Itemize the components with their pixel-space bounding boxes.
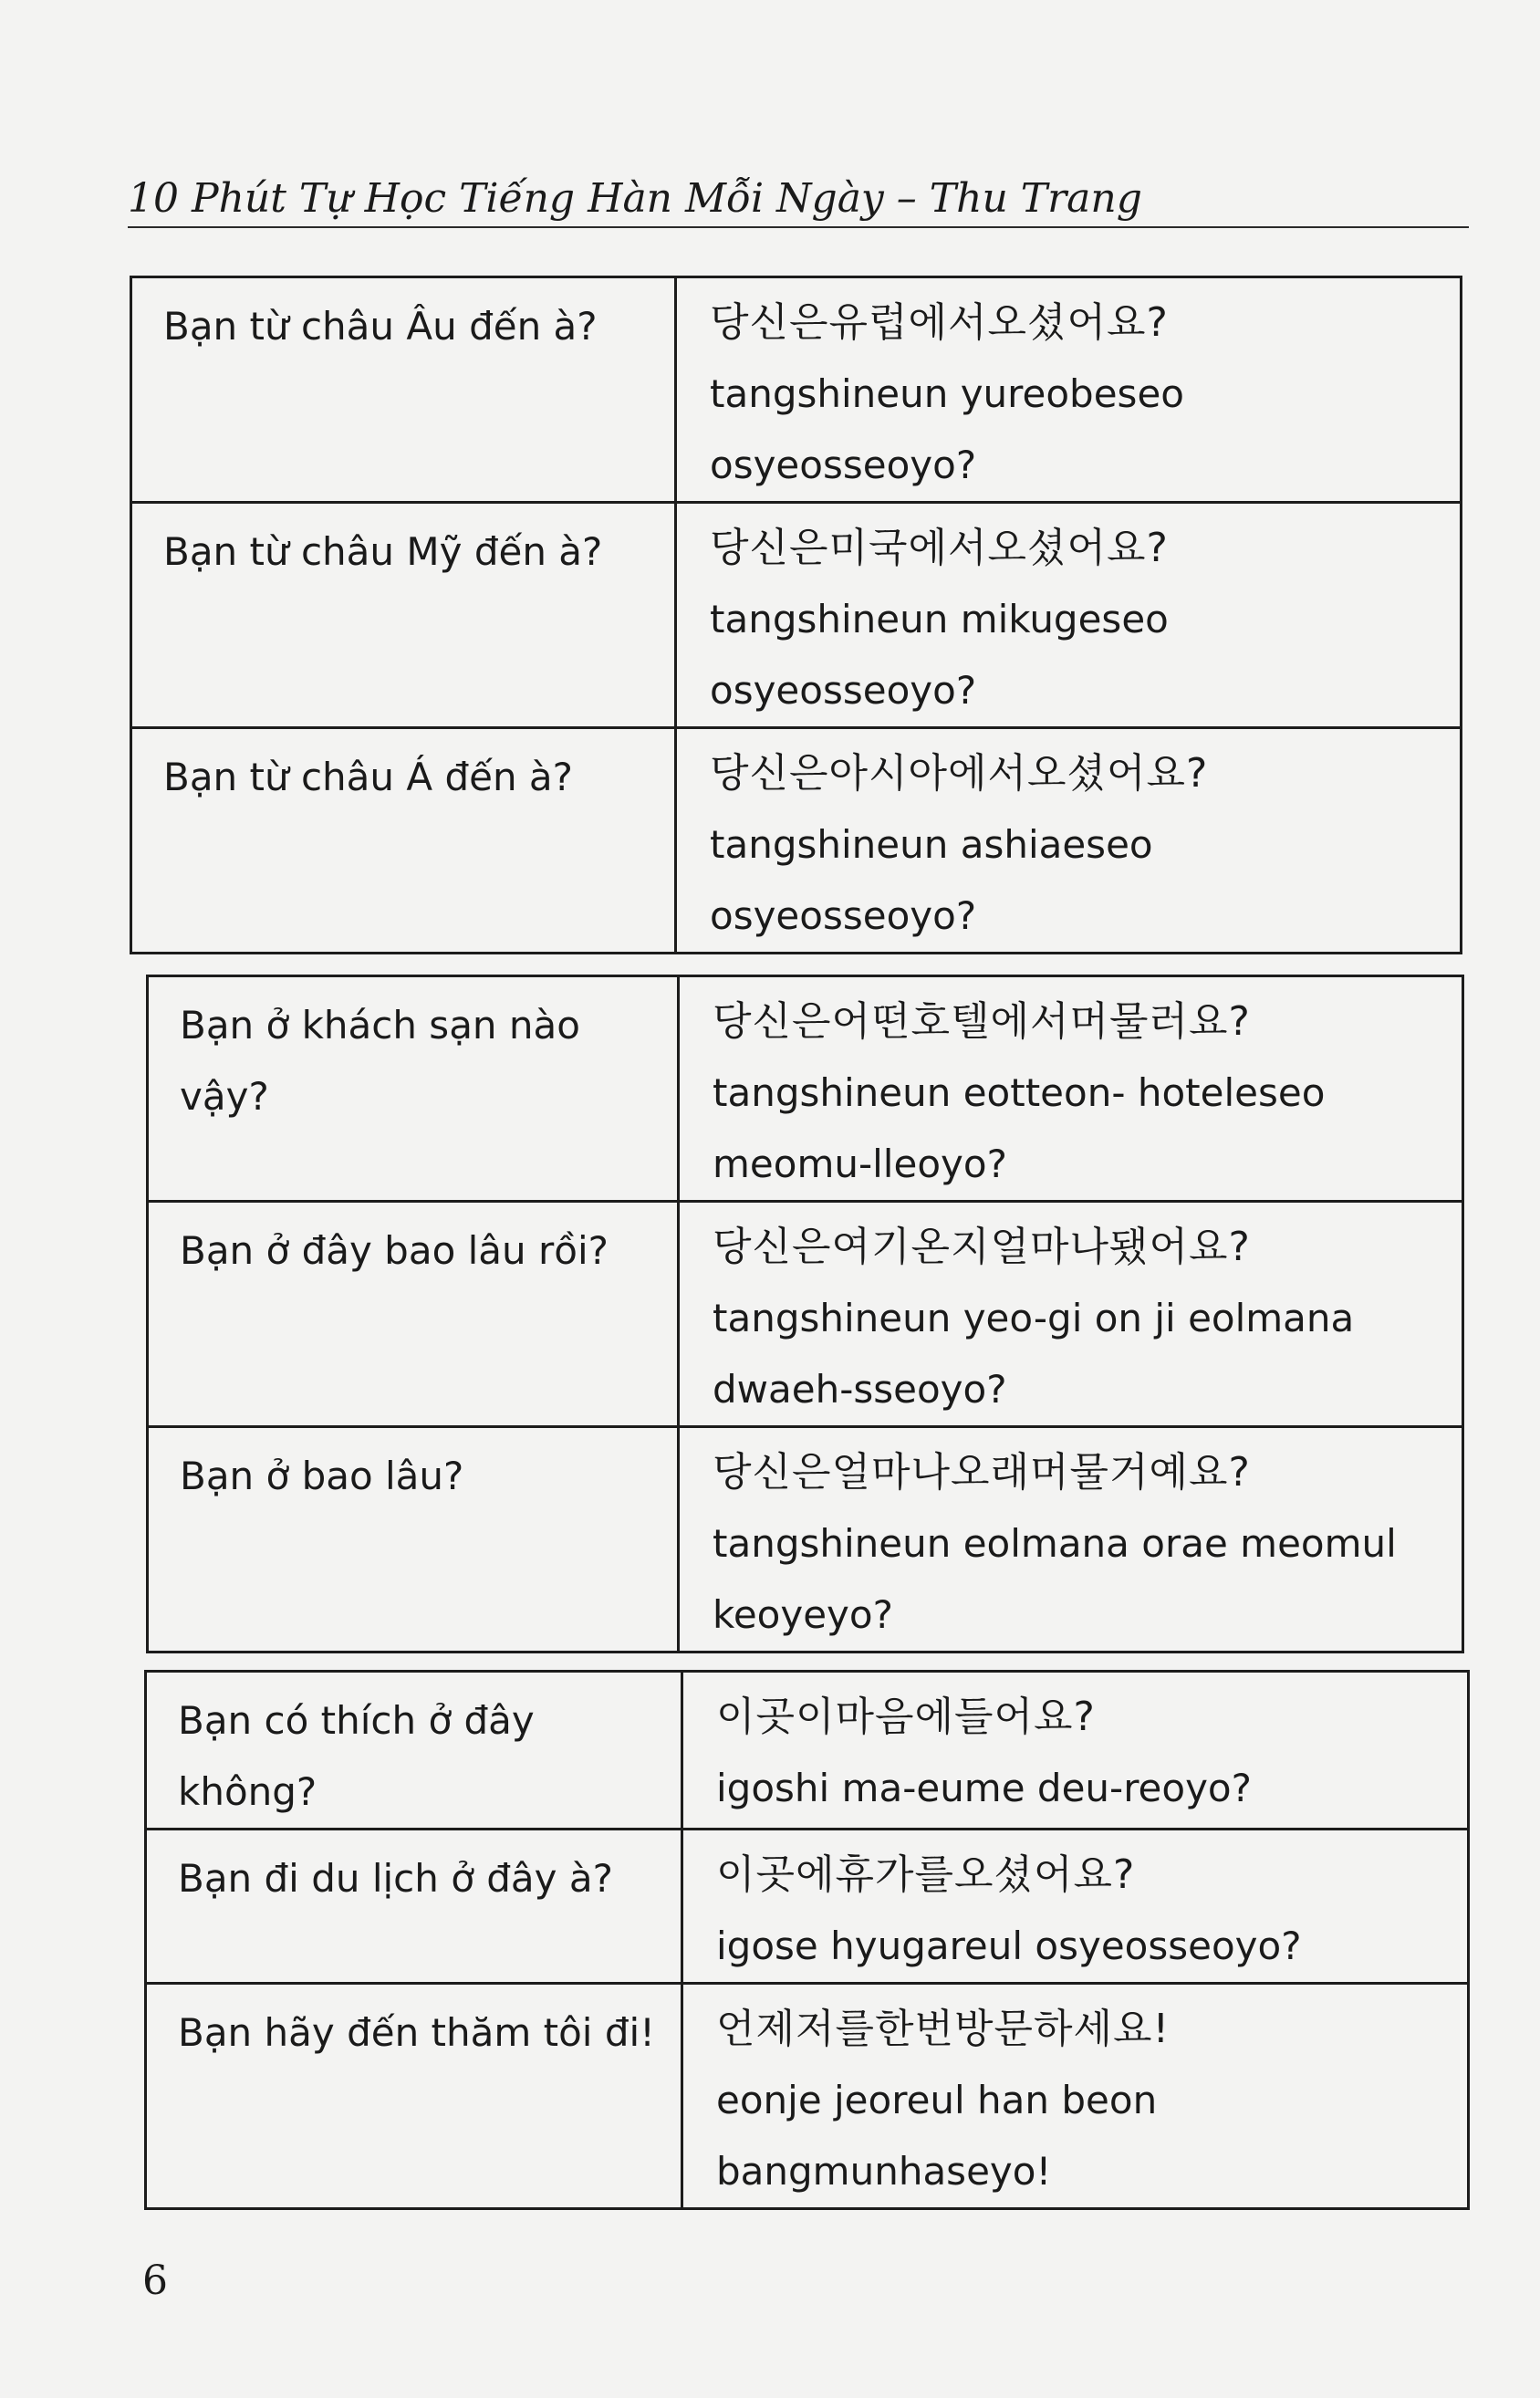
korean-phrase: 당신은미국에서오셨어요? <box>710 525 1169 571</box>
romanization-line: bangmunhaseyo! <box>716 2149 1052 2194</box>
table-row <box>131 503 1462 728</box>
vietnamese-phrase: Bạn ở bao lâu? <box>148 1427 679 1653</box>
korean-phrase: 당신은얼마나오래머물거예요? <box>713 1449 1251 1496</box>
table-row <box>131 728 1462 954</box>
page-number: 6 <box>142 2257 168 2304</box>
korean-cell <box>682 1830 1469 1984</box>
romanization-line: tangshineun mikugeseo <box>710 597 1169 641</box>
vietnamese-phrase: Bạn từ châu Âu đến à? <box>131 277 676 503</box>
korean-cell <box>679 1427 1463 1653</box>
korean-cell <box>682 1672 1469 1830</box>
romanization-line: meomu-lleoyo? <box>713 1142 1007 1186</box>
table-row <box>146 1830 1469 1984</box>
korean-cell <box>676 277 1462 503</box>
phrase-table-3 <box>144 1670 1470 2210</box>
romanization-line: keoyeyo? <box>713 1592 893 1637</box>
running-header: 10 Phút Tự Học Tiếng Hàn Mỗi Ngày – Thu Trang <box>128 175 1142 222</box>
vietnamese-phrase: Bạn từ châu Mỹ đến à? <box>131 503 676 728</box>
korean-cell <box>682 1984 1469 2209</box>
romanization-line: eonje jeoreul han beon <box>716 2078 1158 2122</box>
korean-phrase: 이곳이마음에들어요? <box>716 1694 1096 1740</box>
korean-phrase: 언제저를한번방문하세요! <box>716 2006 1171 2052</box>
table-row <box>146 1984 1469 2209</box>
vietnamese-phrase: Bạn ở đây bao lâu rồi? <box>148 1202 679 1427</box>
vietnamese-phrase: Bạn có thích ở đây không? <box>146 1672 682 1830</box>
table-row <box>148 976 1463 1202</box>
korean-cell <box>676 503 1462 728</box>
korean-phrase: 이곳에휴가를오셨어요? <box>716 1851 1136 1898</box>
table-row <box>146 1672 1469 1830</box>
romanization-line: osyeosseoyo? <box>710 668 977 713</box>
romanization-line: osyeosseoyo? <box>710 443 977 487</box>
phrase-table-1 <box>130 276 1462 954</box>
korean-cell <box>679 1202 1463 1427</box>
romanization-line: osyeosseoyo? <box>710 893 977 938</box>
romanization-line: tangshineun yureobeseo <box>710 371 1184 416</box>
romanization-line: tangshineun yeo-gi on ji eolmana <box>713 1296 1355 1340</box>
phrase-table-2 <box>146 975 1464 1653</box>
header-rule <box>128 226 1469 228</box>
romanization-line: igoshi ma-eume deu-reoyo? <box>716 1766 1252 1810</box>
vietnamese-phrase: Bạn đi du lịch ở đây à? <box>146 1830 682 1984</box>
korean-phrase: 당신은유럽에서오셨어요? <box>710 299 1169 346</box>
table-row <box>148 1202 1463 1427</box>
vietnamese-phrase: Bạn ở khách sạn nào vậy? <box>148 976 679 1202</box>
romanization-line: tangshineun eolmana orae meomul <box>713 1521 1397 1566</box>
romanization-line: tangshineun ashiaeseo <box>710 822 1153 867</box>
vietnamese-phrase: Bạn hãy đến thăm tôi đi! <box>146 1984 682 2209</box>
korean-phrase: 당신은아시아에서오셨어요? <box>710 750 1209 797</box>
romanization-line: dwaeh-sseoyo? <box>713 1367 1007 1412</box>
romanization-line: igose hyugareul osyeosseoyo? <box>716 1924 1302 1968</box>
table-row <box>148 1427 1463 1653</box>
korean-cell <box>676 728 1462 954</box>
korean-phrase: 당신은어떤호텔에서머물러요? <box>713 998 1251 1045</box>
table-row <box>131 277 1462 503</box>
korean-phrase: 당신은여기온지얼마나됐어요? <box>713 1224 1251 1270</box>
korean-cell <box>679 976 1463 1202</box>
romanization-line: tangshineun eotteon- hoteleseo <box>713 1070 1326 1115</box>
vietnamese-phrase: Bạn từ châu Á đến à? <box>131 728 676 954</box>
